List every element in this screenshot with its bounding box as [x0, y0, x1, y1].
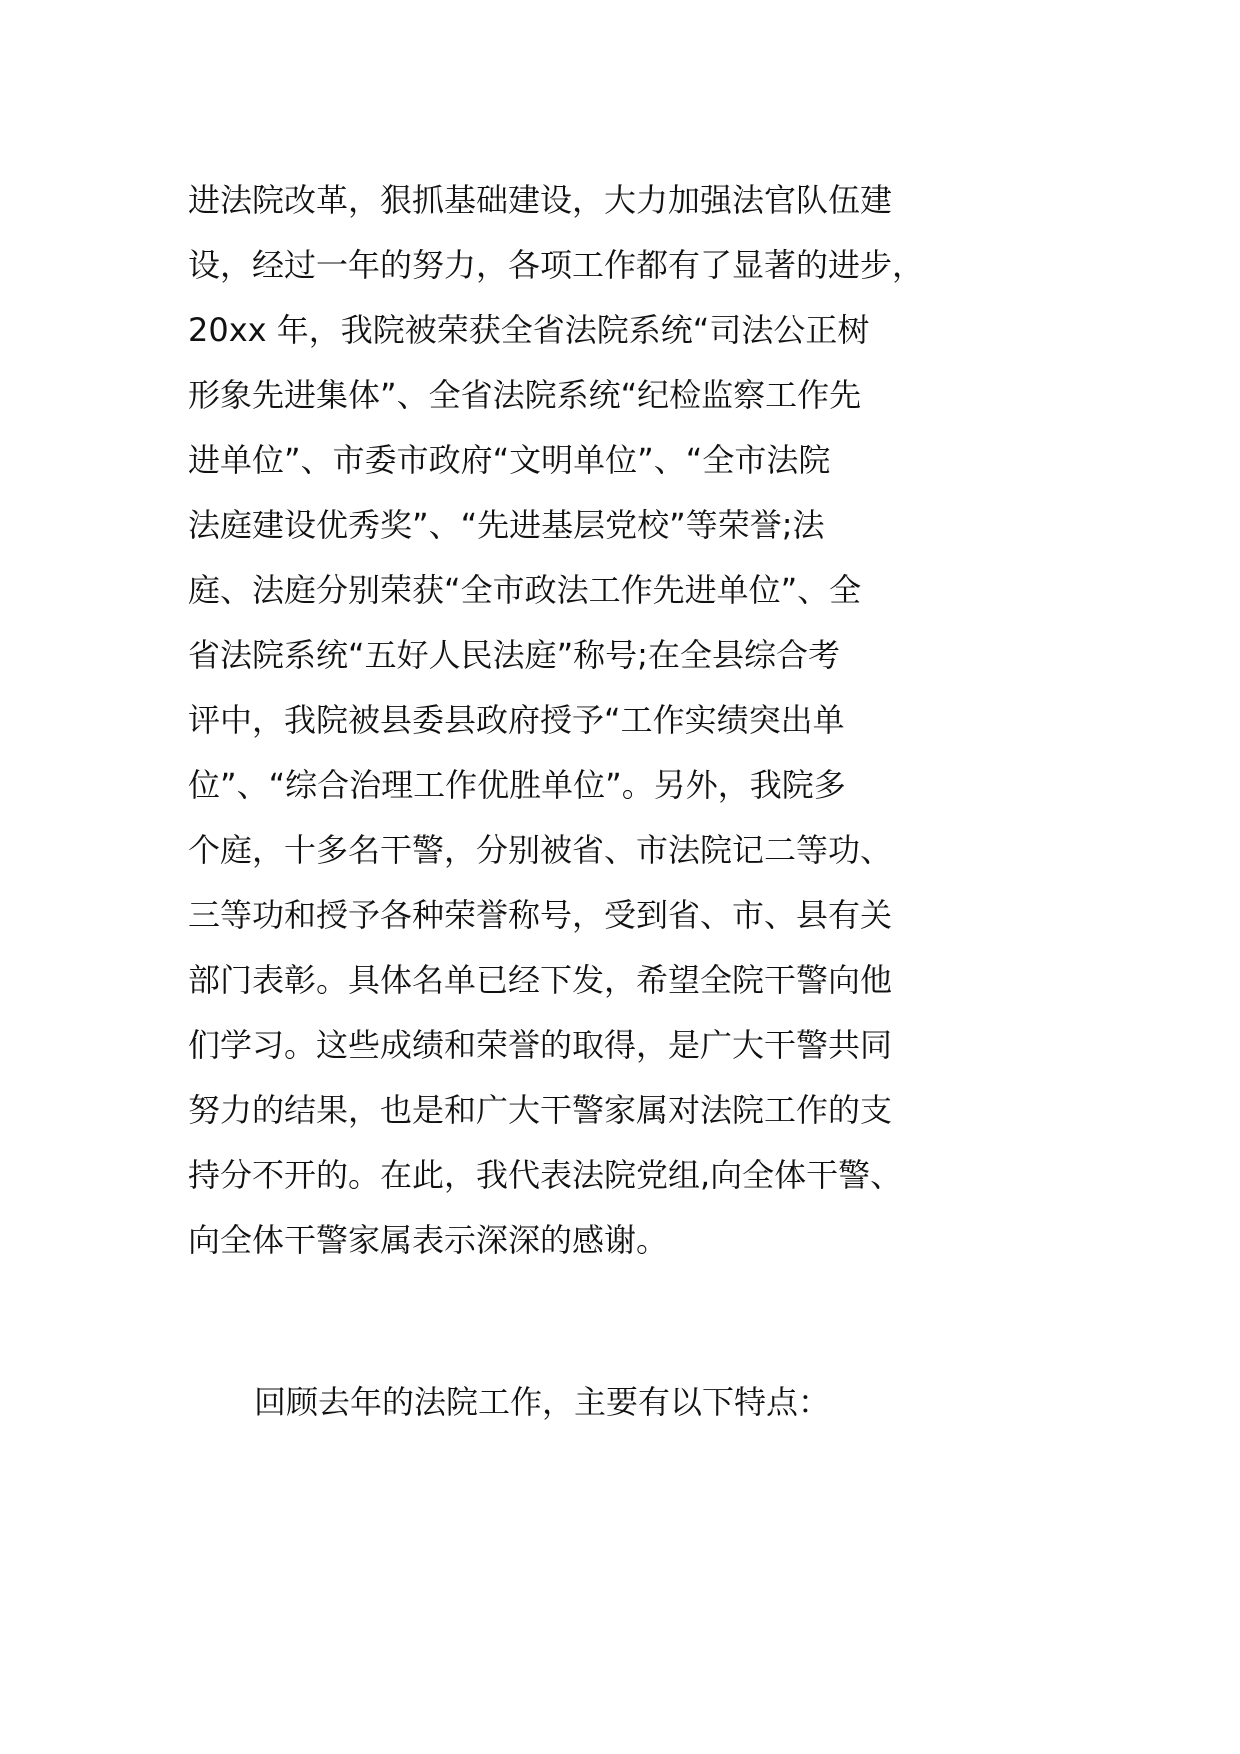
- text-line: 部门表彰。具体名单已经下发，希望全院干警向他: [188, 961, 893, 999]
- text-line: 个庭，十多名干警，分别被省、市法院记二等功、: [188, 831, 893, 869]
- text-line: 评中，我院被县委县政府授予“工作实绩突出单: [188, 701, 845, 739]
- text-line: 庭、法庭分别荣获“全市政法工作先进单位”、全: [188, 571, 862, 609]
- text-line: 们学习。这些成绩和荣誉的取得，是广大干警共同: [188, 1026, 893, 1064]
- body-paragraph-2: [188, 1370, 948, 1435]
- text-line: 形象先进集体”、全省法院系统“纪检监察工作先: [188, 376, 862, 414]
- text-line: 持分不开的。在此，我代表法院党组,向全体干警、: [188, 1156, 903, 1194]
- text-line: 进法院改革，狠抓基础建设，大力加强法官队伍建: [188, 181, 893, 219]
- text-line: 努力的结果，也是和广大干警家属对法院工作的支: [188, 1091, 893, 1129]
- text-line: 省法院系统“五好人民法庭”称号;在全县综合考: [188, 636, 840, 674]
- text-line: 20xx 年，我院被荣获全省法院系统“司法公正树: [188, 311, 870, 349]
- text-line: 向全体干警家属表示深深的感谢。: [188, 1221, 669, 1259]
- text-line: 进单位”、市委市政府“文明单位”、“全市法院: [188, 441, 831, 479]
- text-line: 位”、“综合治理工作优胜单位”。另外，我院多: [188, 766, 846, 804]
- text-line: 回顾去年的法院工作，主要有以下特点：: [254, 1383, 831, 1421]
- body-paragraph-1: [188, 168, 948, 1273]
- text-line: 三等功和授予各种荣誉称号，受到省、市、县有关: [188, 896, 893, 934]
- text-line: 设，经过一年的努力，各项工作都有了显著的进步，: [188, 246, 925, 284]
- text-line: 法庭建设优秀奖”、“先进基层党校”等荣誉;法: [188, 506, 825, 544]
